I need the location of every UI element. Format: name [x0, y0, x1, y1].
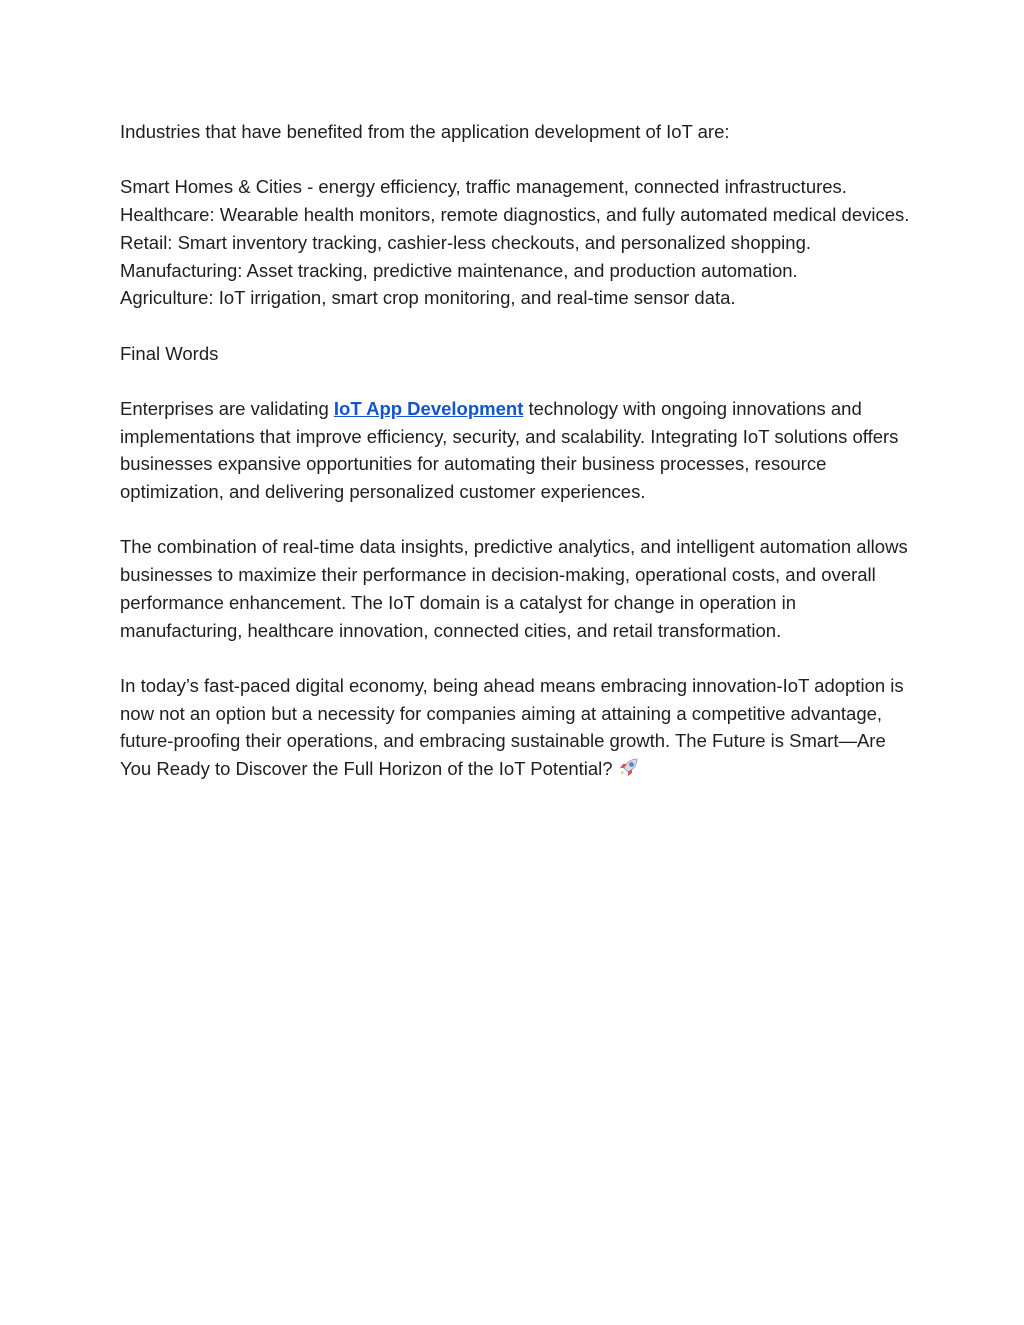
- paragraph-enterprises: [120, 395, 910, 506]
- paragraph-economy: [120, 672, 910, 783]
- industry-item: Healthcare: Wearable health monitors, remote diagnostics, and fully automated medical devices.: [120, 204, 910, 226]
- paragraph-text: Enterprises are validating: [120, 397, 334, 419]
- industry-item: Smart Homes & Cities - energy efficiency, traffic management, connected infrastructures.: [120, 176, 847, 198]
- paragraph-text: technology with ongoing innovations and implementations that improve efficiency, security, and scalability. Integrating IoT solutions offers businesses expansive opportunities for automating their business processes, resource optimization, and delivering personalized customer experiences.: [120, 397, 899, 503]
- intro-paragraph: Industries that have benefited from the application development of IoT are:: [120, 121, 730, 142]
- rocket-icon: [617, 755, 641, 779]
- industry-item: Manufacturing: Asset tracking, predictive maintenance, and production automation.: [120, 259, 798, 281]
- section-heading: Final Words: [120, 342, 219, 364]
- paragraph-text: In today’s fast-paced digital economy, being ahead means embracing innovation-IoT adoption is now not an option but a necessity for companies aiming at attaining a competitive advantage, future-proofing their operations, and embracing sustainable growth. The Future is Smart—Are You Ready to Discover the Full Horizon of the IoT Potential?: [120, 674, 904, 780]
- document-body: [120, 118, 910, 810]
- industry-item: Retail: Smart inventory tracking, cashier-less checkouts, and personalized shopping.: [120, 231, 812, 253]
- industries-list: [120, 173, 910, 312]
- iot-app-development-link[interactable]: IoT App Development: [333, 397, 524, 419]
- paragraph-combination: The combination of real-time data insights, predictive analytics, and intelligent automation allows businesses to maximize their performance in decision-making, operational costs, and overall performance enhancement. The IoT domain is a catalyst for change in operation in manufacturing, healthcare innovation, connected cities, and retail transformation.: [120, 536, 908, 641]
- industry-item: Agriculture: IoT irrigation, smart crop monitoring, and real-time sensor data.: [120, 287, 736, 309]
